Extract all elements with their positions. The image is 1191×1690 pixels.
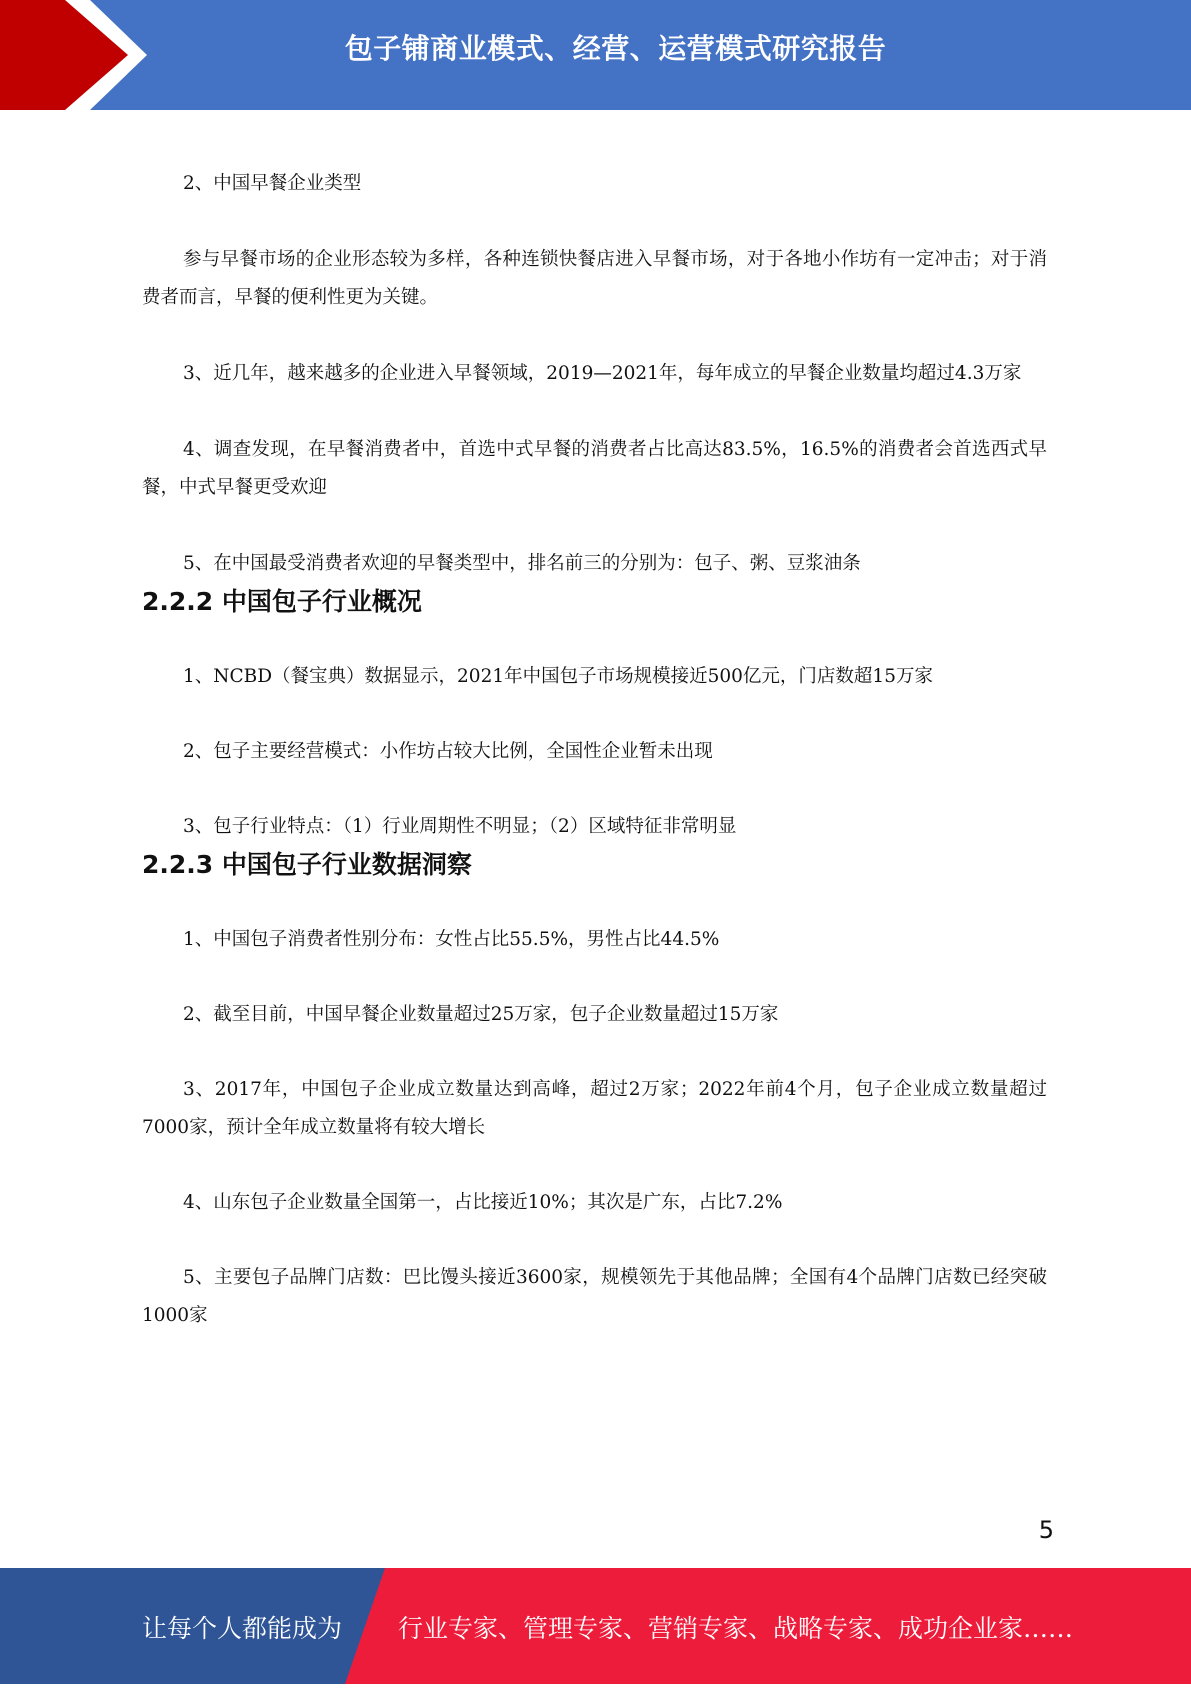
paragraph: 4、调查发现，在早餐消费者中，首选中式早餐的消费者占比高达83.5%，16.5%的消费者会首选西式早餐，中式早餐更受欢迎 xyxy=(142,439,1047,498)
page-number: 5 xyxy=(1038,1516,1054,1544)
paragraph: 2、中国早餐企业类型 xyxy=(183,173,362,194)
document-title: 包子铺商业模式、经营、运营模式研究报告 xyxy=(344,32,887,65)
chevron-arrow-icon xyxy=(0,0,160,110)
footer-slogan-left: 让每个人都能成为 xyxy=(142,1614,343,1643)
footer-slogan-right: 行业专家、管理专家、营销专家、战略专家、成功企业家…… xyxy=(398,1614,1074,1643)
paragraph: 3、包子行业特点：（1）行业周期性不明显；（2）区域特征非常明显 xyxy=(183,816,737,837)
paragraph: 2、截至目前，中国早餐企业数量超过25万家，包子企业数量超过15万家 xyxy=(183,1004,779,1025)
paragraph: 1、中国包子消费者性别分布：女性占比55.5%，男性占比44.5% xyxy=(183,929,720,950)
paragraph: 3、近几年，越来越多的企业进入早餐领域，2019—2021年，每年成立的早餐企业数量均超过4.3万家 xyxy=(183,363,1022,384)
paragraph: 参与早餐市场的企业形态较为多样，各种连锁快餐店进入早餐市场，对于各地小作坊有一定冲击；对于消费者而言，早餐的便利性更为关键。 xyxy=(142,249,1047,308)
document-body xyxy=(142,165,1047,1335)
paragraph: 1、NCBD（餐宝典）数据显示，2021年中国包子市场规模接近500亿元，门店数超15万家 xyxy=(183,666,933,687)
paragraph: 2、包子主要经营模式：小作坊占较大比例，全国性企业暂未出现 xyxy=(183,741,713,762)
paragraph: 4、山东包子企业数量全国第一，占比接近10%；其次是广东，占比7.2% xyxy=(183,1192,783,1213)
paragraph: 5、在中国最受消费者欢迎的早餐类型中，排名前三的分别为：包子、粥、豆浆油条 xyxy=(183,553,861,574)
page-footer xyxy=(0,1568,1191,1684)
page-header xyxy=(0,0,1191,110)
section-heading: 2.2.3 中国包子行业数据洞察 xyxy=(142,850,472,879)
paragraph: 3、2017年，中国包子企业成立数量达到高峰，超过2万家；2022年前4个月，包子企业成立数量超过7000家，预计全年成立数量将有较大增长 xyxy=(142,1079,1047,1138)
paragraph: 5、主要包子品牌门店数：巴比馒头接近3600家，规模领先于其他品牌；全国有4个品牌门店数已经突破1000家 xyxy=(142,1267,1047,1326)
section-heading: 2.2.2 中国包子行业概况 xyxy=(142,587,422,616)
